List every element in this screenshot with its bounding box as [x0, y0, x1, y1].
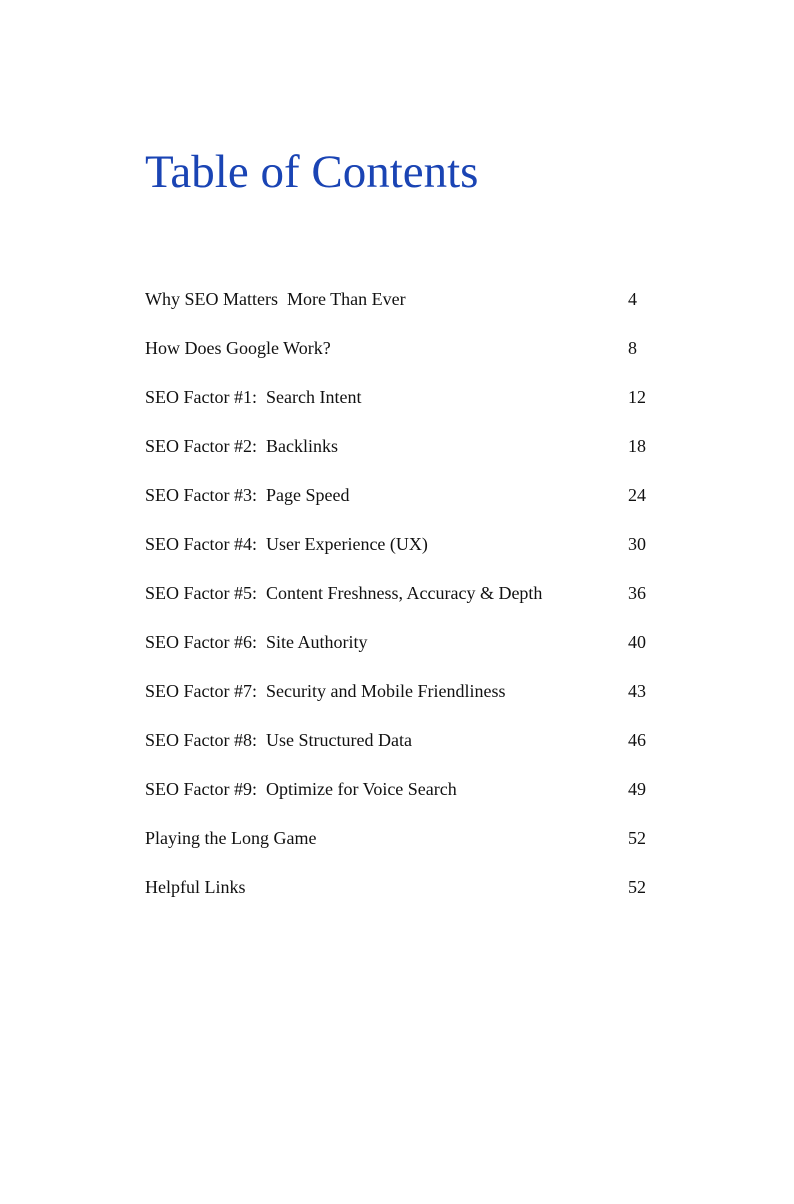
toc-entry: [145, 774, 655, 823]
toc-entry: [145, 333, 655, 382]
toc-entry: [145, 823, 655, 872]
toc-entry: [145, 529, 655, 578]
toc-entry-page-number: 40: [628, 632, 646, 652]
toc-entry-label: Why SEO Matters More Than Ever: [145, 289, 406, 309]
toc-entry-label: SEO Factor #7: Security and Mobile Friendliness: [145, 681, 506, 701]
toc-entry-label: Helpful Links: [145, 877, 246, 897]
toc-entry-label: Playing the Long Game: [145, 828, 317, 848]
toc-entry-page-number: 36: [628, 583, 646, 603]
toc-entry-page-number: 52: [628, 828, 646, 848]
toc-entry-page-number: 52: [628, 877, 646, 897]
toc-entry-page-number: 46: [628, 730, 646, 750]
toc-entry-label: SEO Factor #6: Site Authority: [145, 632, 368, 652]
toc-entry-label: SEO Factor #8: Use Structured Data: [145, 730, 412, 750]
toc-entry-page-number: 43: [628, 681, 646, 701]
toc-entry-page-number: 24: [628, 485, 646, 505]
toc-entry-label: SEO Factor #2: Backlinks: [145, 436, 338, 456]
toc-entry-label: SEO Factor #1: Search Intent: [145, 387, 362, 407]
toc-entry-page-number: 18: [628, 436, 646, 456]
page-title: Table of Contents: [145, 146, 479, 198]
toc-entry-label: SEO Factor #5: Content Freshness, Accuracy & Depth: [145, 583, 543, 603]
toc-entry: [145, 578, 655, 627]
toc-entry: [145, 872, 655, 921]
toc-entry-page-number: 30: [628, 534, 646, 554]
toc-entry: [145, 627, 655, 676]
toc-entry: [145, 284, 655, 333]
toc-entry-label: SEO Factor #3: Page Speed: [145, 485, 350, 505]
toc-entry: [145, 676, 655, 725]
toc-entry-page-number: 4: [628, 289, 637, 309]
toc-entry: [145, 431, 655, 480]
toc-entry: [145, 480, 655, 529]
toc-entry-label: How Does Google Work?: [145, 338, 331, 358]
toc-entry-page-number: 8: [628, 338, 637, 358]
toc-entry-label: SEO Factor #9: Optimize for Voice Search: [145, 779, 457, 799]
toc-entry-page-number: 12: [628, 387, 646, 407]
toc-entry-label: SEO Factor #4: User Experience (UX): [145, 534, 428, 554]
toc-entry: [145, 382, 655, 431]
table-of-contents: [145, 284, 655, 921]
toc-entry: [145, 725, 655, 774]
toc-entry-page-number: 49: [628, 779, 646, 799]
